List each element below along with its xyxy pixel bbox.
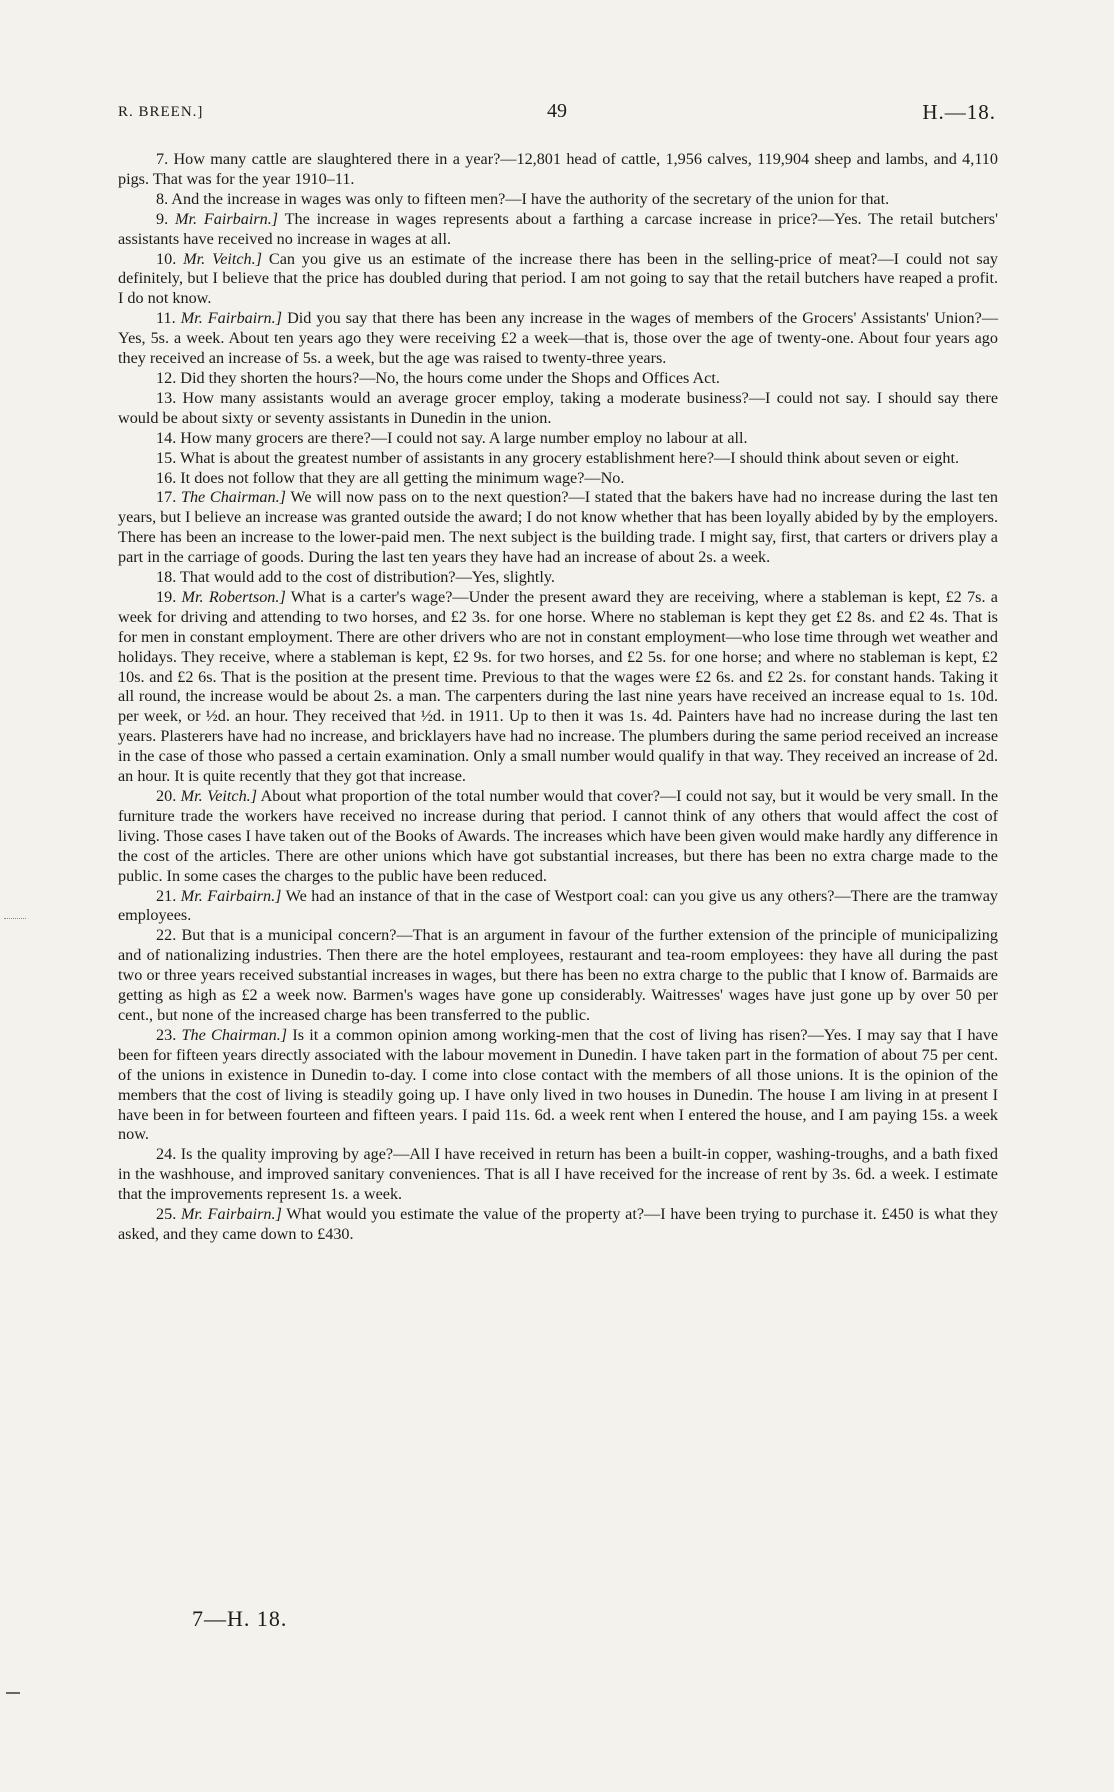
paragraph-text: 15. What is about the greatest number of assistants in any grocery establishment here?—I should think about seven or eight. [156, 448, 960, 467]
paragraph [118, 429, 998, 449]
speaker-name: Mr. Fairbairn.] [180, 1205, 282, 1224]
question-number: 25. [156, 1205, 177, 1224]
paragraph-text: What would you estimate the value of the property at?—I have been trying to purchase it. £450 is what they asked, and they came down to £430. [118, 1205, 998, 1243]
paragraph-text: About what proportion of the total number would that cover?—I could not say, but it would be very small. In the furniture trade the workers have received no increase during that period. I cannot think of any others that would affect the cost of living. Those cases I have taken out of the Books of Awards. The increases which have been given would make hardly any difference in the cost of the articles. There are other unions which have got substantial increases, but there has been no extra charge made to the public. In some cases the charges to the public have been reduced. [118, 787, 999, 885]
paragraph-text: 12. Did they shorten the hours?—No, the hours come under the Shops and Offices Act. [156, 368, 720, 387]
margin-mark [4, 918, 26, 931]
paragraph [118, 887, 998, 927]
paragraph-text: We had an instance of that in the case of Westport coal: can you give us any others?—There are the tramway employees. [118, 886, 998, 925]
page-number: 49 [547, 100, 567, 122]
speaker-name: The Chairman.] [181, 1025, 288, 1044]
paragraph [118, 369, 998, 389]
paragraph-text: 16. It does not follow that they are all getting the minimum wage?—No. [156, 468, 625, 487]
paragraph-text: What is a carter's wage?—Under the present award they are receiving, where a stableman is kept, £2 7s. a week for driving and attending to two horses, and £2 3s. for one horse. Where no stableman is kept they get £2 8s. and £2 4s. That is for men in constant employment. There are other drivers who are not in constant employment—who lose time through wet weather and holidays. They receive, where a stableman is kept, £2 9s. for two horses, and £2 5s. for one horse; and where no stableman is kept, £2 10s. and £2 6s. That is the position at the present time. Previous to that the wages were £2 6s. and £2 2s. for constant hands. Taking it all round, the increase would be about 2s. a man. The carpenters during the last nine years have received an increase equal to 1s. 10d. per week, or ½d. an hour. They received that ½d. in 1911. Up to then it was 1s. 4d. Painters have had no increase during the last ten years. Plasterers have had no increase, and bricklayers have had no increase. The plumbers during the same period received an increase in the case of those who passed a certain examination. Only a small number would qualify in that way. They received an increase of 2d. an hour. It is quite recently that they got that increase. [118, 587, 998, 786]
paragraph [118, 190, 998, 210]
speaker-name: Mr. Fairbairn.] [180, 309, 283, 328]
paragraph [118, 250, 998, 310]
signature-mark: 7—H. 18. [192, 1606, 288, 1631]
document-reference: H.—18. [922, 100, 996, 124]
question-number: 23. [156, 1025, 177, 1044]
paragraph-text: 14. How many grocers are there?—I could not say. A large number employ no labour at all. [156, 428, 748, 447]
page-header [118, 100, 996, 130]
paragraph-text: 18. That would add to the cost of distribution?—Yes, slightly. [156, 568, 555, 587]
paragraph [118, 926, 998, 1026]
question-number: 20. [156, 787, 177, 805]
speaker-name: Mr. Veitch.] [180, 787, 258, 805]
paragraph-text: Is it a common opinion among working-men that the cost of living has risen?—Yes. I may say that I have been for fifteen years directly associated with the labour movement in Dunedin. I have taken part in the formation of about 75 per cent. of the unions in existence in Dunedin to-day. I come into close contact with the members of all those unions. It is the opinion of the members that the cost of living is steadily going up. I have only lived in two houses in Dunedin. The house I am living in at present I have been in for between fourteen and fifteen years. I paid 11s. 6d. a week rent when I entered the house, and I am paying 15s. a week now. [118, 1025, 999, 1144]
question-number: 19. [156, 587, 177, 606]
body-text [118, 150, 998, 1245]
question-number: 11. [156, 309, 176, 328]
paragraph [118, 210, 998, 250]
paragraph-text: 8. And the increase in wages was only to fifteen men?—I have the authority of the secretary of the union for that. [156, 189, 890, 208]
question-number: 9. [156, 209, 169, 228]
paragraph [118, 389, 998, 429]
question-number: 17. [156, 488, 177, 507]
header-witness: R. BREEN.] [118, 104, 204, 120]
paragraph [118, 588, 998, 787]
question-number: 21. [156, 886, 177, 905]
paragraph [118, 469, 998, 489]
paragraph [118, 449, 998, 469]
paragraph [118, 1205, 998, 1245]
question-number: 10. [156, 249, 177, 268]
paragraph [118, 568, 998, 588]
paragraph-text: 13. How many assistants would an average grocer employ, taking a moderate business?—I could not say. I should say there would be about sixty or seventy assistants in Dunedin in the union. [118, 388, 998, 427]
speaker-name: Mr. Fairbairn.] [174, 209, 279, 228]
paragraph [118, 787, 998, 887]
paragraph [118, 309, 998, 369]
paragraph [118, 1145, 998, 1205]
paragraph-text: Did you say that there has been any increase in the wages of members of the Grocers' Assistants' Union?—Yes, 5s. a week. About ten years ago they were receiving £2 a week—that is, those over the age of twenty-one. About four years ago they received an increase of 5s. a week, but the age was raised to twenty-three years. [118, 309, 999, 368]
paragraph [118, 488, 998, 568]
speaker-name: Mr. Fairbairn.] [180, 886, 282, 905]
speaker-name: The Chairman.] [180, 488, 286, 507]
speaker-name: Mr. Veitch.] [183, 249, 262, 268]
speaker-name: Mr. Robertson.] [181, 587, 286, 606]
paragraph-text: 22. But that is a municipal concern?—That is an argument in favour of the further extension of the principle of municipalizing and of nationalizing industries. Then there are the hotel employees, restaurant and tea-room employees: they have all during the past two or three years received substantial increases in wages, but there has been no extra charge to the public that I know of. Barmaids are getting as high as £2 a week now. Barmen's wages have gone up considerably. Waitresses' wages have just gone up by over 50 per cent., but none of the increased charge has been transferred to the public. [118, 926, 998, 1024]
paragraph-text: We will now pass on to the next question?—I stated that the bakers have had no increase during the last ten years, but I believe an increase was granted outside the award; I do not know whether that has been loyally abided by by the employers. There has been an increase to the lower-paid men. The next subject is the building trade. I might say, first, that carters or drivers play a part in the carriage of goods. During the last ten years they have had an increase of about 2s. a week. [118, 488, 998, 567]
margin-mark-bottom [6, 1692, 20, 1700]
paragraph-text: Can you give us an estimate of the increase there has been in the selling-price of meat?—I could not say definitely, but I believe that the price has doubled during that period. I am not going to say that the retail butchers have reaped a profit. I do not know. [118, 249, 999, 308]
paragraph-text: The increase in wages represents about a farthing a carcase increase in price?—Yes. The retail butchers' assistants have received no increase in wages at all. [118, 209, 998, 248]
paragraph [118, 150, 998, 190]
paragraph-text: 24. Is the quality improving by age?—All I have received in return has been a built-in copper, washing-troughs, and a bath fixed in the washhouse, and improved sanitary conveniences. That is all I have received for the increase of rent by 3s. 6d. a week. I estimate that the improvements represent 1s. a week. [118, 1145, 998, 1204]
paragraph [118, 1026, 998, 1145]
paragraph-text: 7. How many cattle are slaughtered there in a year?—12,801 head of cattle, 1,956 calves, 119,904 sheep and lambs, and 4,110 pigs. That was for the year 1910–11. [118, 150, 998, 188]
